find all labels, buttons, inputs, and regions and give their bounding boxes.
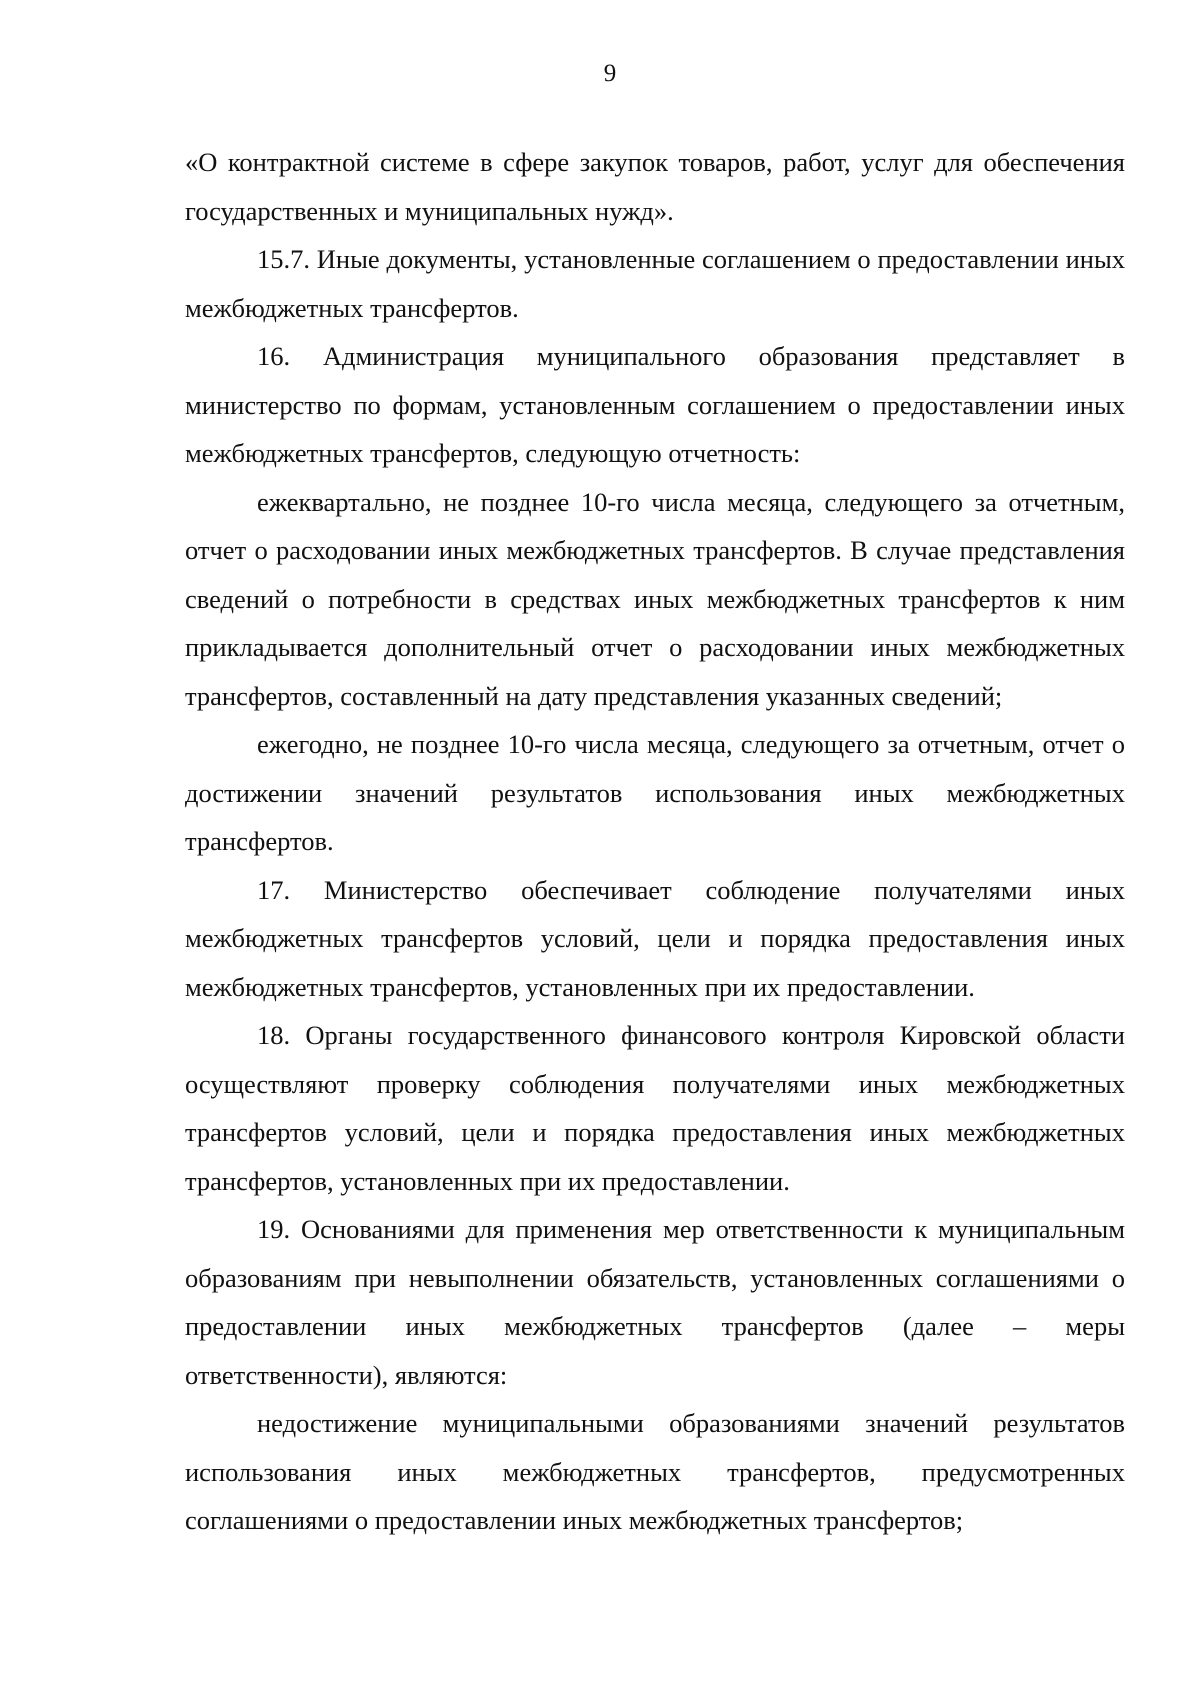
page-number: 9 [603,60,617,87]
paragraph-18: 18. Органы государственного финансового контроля Кировской области осуществляют проверку соблюдения получателями иных межбюджетных трансфертов условий, цели и порядка предоставления иных межбюджетных трансфертов, установленных при их предоставлении. [185,1020,1125,1196]
paragraph-law-title-continuation: «О контрактной системе в сфере закупок товаров, работ, услуг для обеспечения государственных и муниципальных нужд». [185,147,1125,226]
paragraph-17: 17. Министерство обеспечивает соблюдение получателями иных межбюджетных трансфертов условий, цели и порядка предоставления иных межбюджетных трансфертов, установленных при их предоставлении. [185,874,1125,1002]
paragraph-19: 19. Основаниями для применения мер ответственности к муниципальным образованиям при невыполнении обязательств, установленных соглашениями о предоставлении иных межбюджетных трансфертов (далее – меры ответственности), являются: [185,1214,1125,1390]
paragraph-16: 16. Администрация муниципального образования представляет в министерство по формам, установленным соглашением о предоставлении иных межбюджетных трансфертов, следующую отчетность: [185,341,1125,468]
paragraph-15-7: 15.7. Иные документы, установленные соглашением о предоставлении иных межбюджетных трансфертов. [185,244,1125,323]
paragraph-annual-report: ежегодно, не позднее 10-го числа месяца, следующего за отчетным, отчет о достижении значений результатов использования иных межбюджетных трансфертов. [185,729,1125,856]
paragraph-non-achievement: недостижение муниципальными образованиями значений результатов использования иных межбюджетных трансфертов, предусмотренных соглашениями о предоставлении иных межбюджетных трансфертов; [185,1408,1125,1535]
paragraph-quarterly-report: ежеквартально, не позднее 10-го числа месяца, следующего за отчетным, отчет о расходовании иных межбюджетных трансфертов. В случае представления сведений о потребности в средствах иных межбюджетных трансфертов к ним прикладывается дополнительный отчет о расходовании иных межбюджетных трансфертов, составленный на дату представления указанных сведений; [185,486,1125,711]
document-body [185,138,1125,1545]
